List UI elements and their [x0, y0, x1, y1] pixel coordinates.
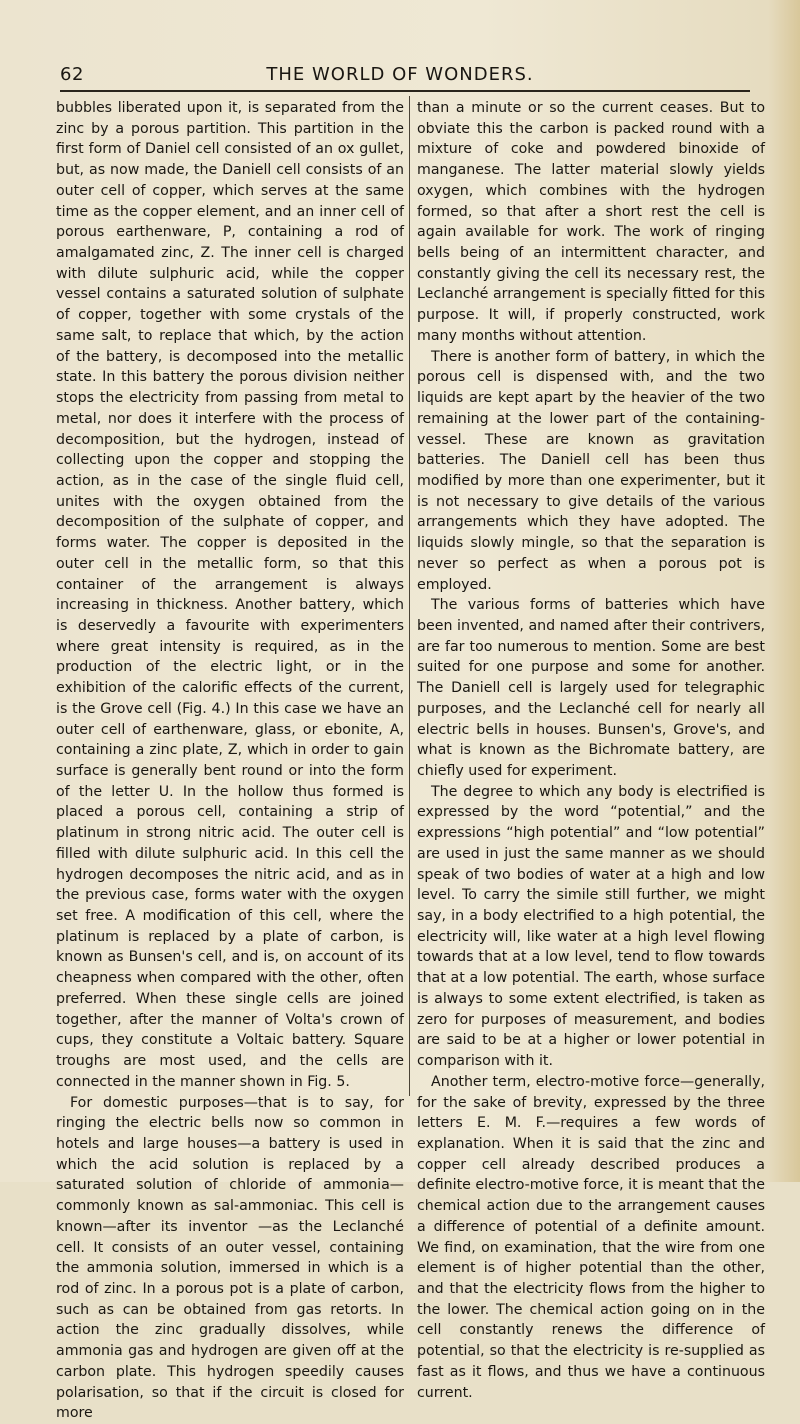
running-title: THE WORLD OF WONDERS. [60, 64, 740, 85]
page-header [60, 64, 740, 90]
page-number: 62 [60, 64, 84, 85]
right-paragraph-4: The degree to which any body is electrified is expressed by the word “potential,” and the expressions “high potential” and “low potential” are used in just the same manner as we should speak of two bodies of water at a high and low level. To carry the simile still further, we might say, in a body electrified to a high potential, the electricity will, like water at a high level flowing towards that at a low level, tend to flow towards that at a low potential. The earth, whose surface is always to some extent electrified, is taken as zero for purposes of measurement, and bodies are said to be at a higher or lower potential in comparison with it. [417, 782, 765, 1072]
right-paragraph-2: There is another form of battery, in which the porous cell is dispensed with, and the two liquids are kept apart by the heavier of the two remaining at the lower part of the containing-vessel. These are known as gravitation batteries. The Daniell cell has been thus modified by more than one experimenter, but it is not necessary to give details of the various arrangements which they have adopted. The liquids slowly mingle, so that the separation is never so perfect as when a porous pot is employed. [417, 347, 765, 596]
left-paragraph-2: For domestic purposes—that is to say, for ringing the electric bells now so common in hotels and large houses—a battery is used in which the acid solution is replaced by a saturated solution of chloride of ammonia—commonly known as sal-ammoniac. This cell is known—after its inventor —as the Leclanché cell. It consists of an outer vessel, containing the ammonia solution, immersed in which is a rod of zinc. In a porous pot is a plate of carbon, such as can be obtained from gas retorts. In action the zinc gradually dissolves, while ammonia gas and hydrogen are given off at the carbon plate. This hydrogen speedily causes polarisation, so that if the circuit is closed for more [56, 1093, 404, 1424]
right-paragraph-3: The various forms of batteries which have been invented, and named after their contrivers, are far too numerous to mention. Some are best suited for one purpose and some for another. The Daniell cell is largely used for telegraphic purposes, and the Leclanché cell for nearly all electric bells in houses. Bunsen's, Grove's, and what is known as the Bichromate battery, are chiefly used for experiment. [417, 595, 765, 781]
left-column [56, 98, 404, 1424]
right-column [417, 98, 765, 1403]
left-paragraph-1: bubbles liberated upon it, is separated from the zinc by a porous partition. This partition in the first form of Daniel cell consisted of an ox gullet, but, as now made, the Daniell cell consists of an outer cell of copper, which serves at the same time as the copper element, and an inner cell of porous earthenware, P, containing a rod of amalgamated zinc, Z. The inner cell is charged with dilute sulphuric acid, while the copper vessel contains a saturated solution of sulphate of copper, together with some crystals of the same salt, to replace that which, by the action of the battery, is decomposed into the metallic state. In this battery the porous division neither stops the electricity from passing from metal to metal, nor does it interfere with the process of decomposition, but the hydrogen, instead of collecting upon the copper and stopping the action, as in the case of the single fluid cell, unites with the oxygen obtained from the decomposition of the sulphate of copper, and forms water. The copper is deposited in the outer cell in the metallic form, so that this container of the arrangement is always increasing in thickness. Another battery, which is deservedly a favourite with experimenters where great intensity is required, as in the production of the electric light, or in the exhibition of the calorific effects of the current, is the Grove cell (Fig. 4.) In this case we have an outer cell of earthenware, glass, or ebonite, A, containing a zinc plate, Z, which in order to gain surface is generally bent round or into the form of the letter U. In the hollow thus formed is placed a porous cell, containing a strip of platinum in strong nitric acid. The outer cell is filled with dilute sulphuric acid. In this cell the hydrogen decomposes the nitric acid, and as in the previous case, forms water with the oxygen set free. A modification of this cell, where the platinum is replaced by a plate of carbon, is known as Bunsen's cell, and is, on account of its cheapness when compared with the other, often preferred. When these single cells are joined together, after the manner of Volta's crown of cups, they constitute a Voltaic battery. Square troughs are most used, and the cells are connected in the manner shown in Fig. 5. [56, 98, 404, 1093]
right-paragraph-1: than a minute or so the current ceases. But to obviate this the carbon is packed round with a mixture of coke and powdered binoxide of manganese. The latter material slowly yields oxygen, which combines with the hydrogen formed, so that after a short rest the cell is again available for work. The work of ringing bells being of an intermittent character, and constantly giving the cell its necessary rest, the Leclanché arrangement is specially fitted for this purpose. It will, if properly constructed, work many months without attention. [417, 98, 765, 347]
header-rule [60, 90, 750, 92]
column-divider [409, 96, 410, 1096]
right-paragraph-5: Another term, electro-motive force—generally, for the sake of brevity, expressed by the three letters E. M. F.—requires a few words of explanation. When it is said that the zinc and copper cell already described produces a definite electro-motive force, it is meant that the chemical action due to the arrangement causes a difference of potential of a definite amount. We find, on examination, that the wire from one element is of higher potential than the other, and that the electricity flows from the higher to the lower. The chemical action going on in the cell constantly renews the difference of potential, so that the electricity is re-supplied as fast as it flows, and thus we have a continuous current. [417, 1072, 765, 1404]
